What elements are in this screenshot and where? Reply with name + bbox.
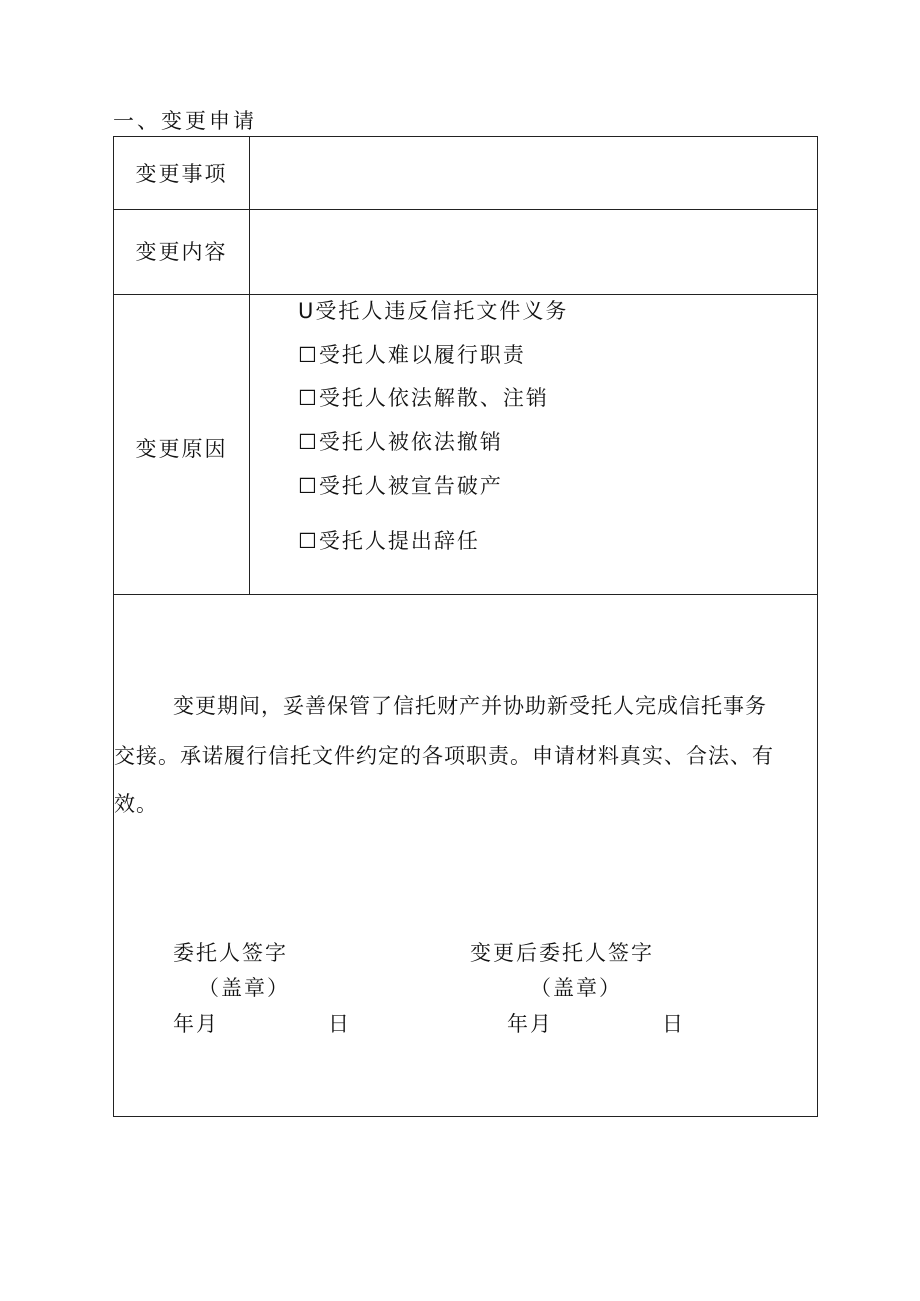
reason-option-revoked[interactable]: ☐受托人被依法撤销	[298, 430, 503, 454]
declaration-line-2: 交接。承诺履行信托文件约定的各项职责。申请材料真实、合法、有	[114, 744, 774, 768]
declaration-line-3: 效。	[114, 792, 158, 816]
declaration-line-1: 变更期间，妥善保管了信托财产并协助新受托人完成信托事务	[173, 694, 767, 718]
new-truster-seal-label: （盖章）	[530, 976, 622, 1000]
new-truster-year-month: 年月	[507, 1012, 553, 1036]
row-divider	[114, 294, 817, 295]
truster-day: 日	[328, 1012, 351, 1036]
reason-option-resign[interactable]: ☐受托人提出辞任	[298, 529, 480, 553]
truster-signature-label: 委托人签字	[173, 941, 288, 965]
change-application-form	[113, 136, 818, 1117]
column-divider	[249, 137, 250, 594]
new-truster-signature-label: 变更后委托人签字	[470, 941, 654, 965]
new-truster-day: 日	[662, 1012, 685, 1036]
row-divider	[114, 209, 817, 210]
row-divider	[114, 594, 817, 595]
truster-seal-label: （盖章）	[198, 976, 290, 1000]
change-content-label: 变更内容	[135, 240, 228, 264]
reason-option-dissolved[interactable]: ☐受托人依法解散、注销	[298, 386, 549, 410]
reason-option-bankrupt[interactable]: ☐受托人被宣告破产	[298, 474, 503, 498]
reason-option-breach[interactable]: U受托人违反信托文件义务	[298, 299, 569, 323]
change-matter-label: 变更事项	[135, 162, 228, 186]
reason-option-unable[interactable]: ☐受托人难以履行职责	[298, 343, 526, 367]
change-reason-label: 变更原因	[135, 437, 228, 461]
truster-year-month: 年月	[173, 1012, 219, 1036]
section-title: 一、变更申请	[113, 109, 257, 133]
